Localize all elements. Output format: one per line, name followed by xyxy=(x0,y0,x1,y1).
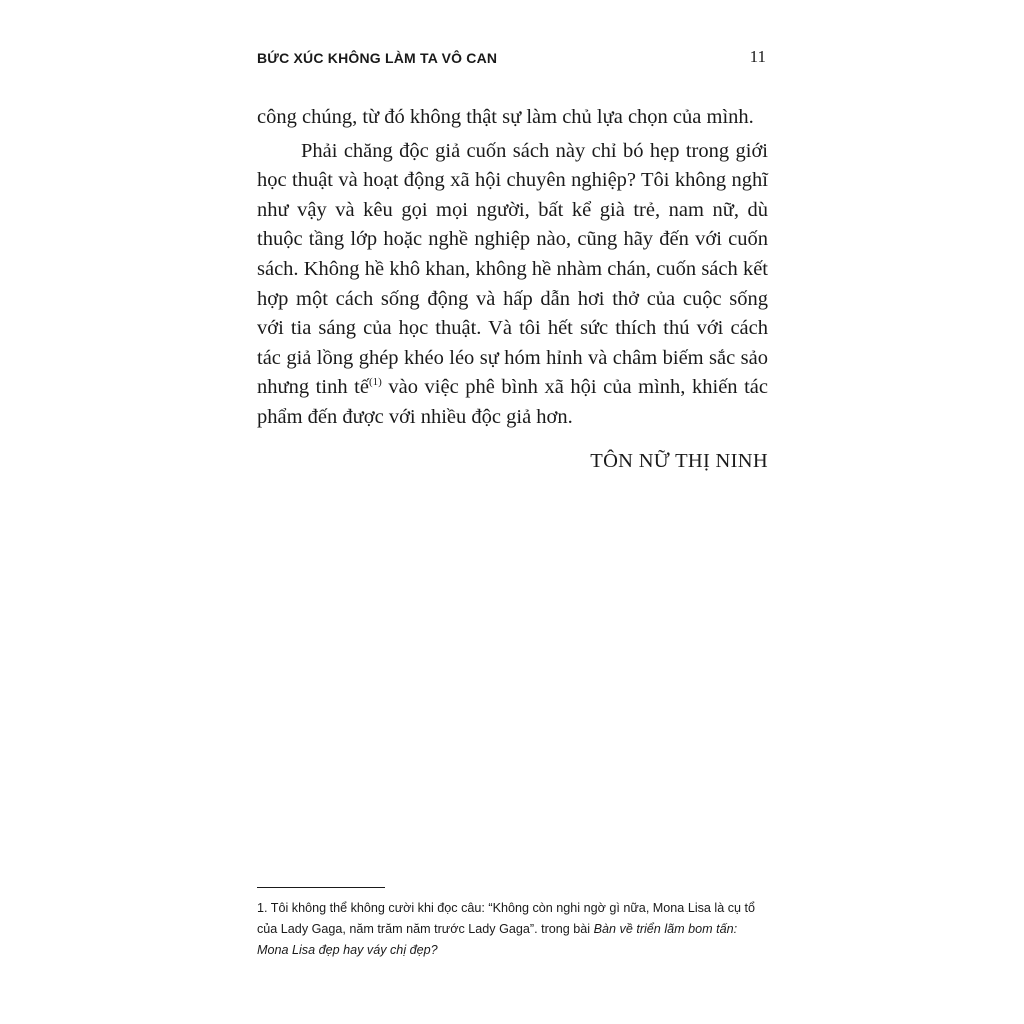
paragraph-2-text-end: vào việc phê bình xã hội của mình, khiến tác phẩm đến được với nhiều độc giả hơn. xyxy=(257,376,769,428)
footnote-marker[interactable]: (1) xyxy=(368,376,382,389)
body-text xyxy=(257,103,768,433)
paragraph-2-text: Phải chăng độc giả cuốn sách này chỉ bó hẹp trong giới học thuật và hoạt động xã hội chuyên nghiệp? Tôi không nghĩ như vậy và kêu gọi mọi người, bất kể già trẻ, nam nữ, dù thuộc tầng lớp hoặc nghề nghiệp nào, cũng hãy đến với cuốn sách. Không hề khô khan, không hề nhàm chán, cuốn sách kết hợp một cách sống động và hấp dẫn hơi thở của cuộc sống với tia sáng của học thuật. Và tôi hết sức thích thú với cách tác giả lồng ghép khéo léo sự hóm hỉnh và châm biếm sắc sảo nhưng tinh tế xyxy=(257,139,768,399)
footnote-divider xyxy=(257,887,385,888)
author-signature: TÔN NỮ THỊ NINH xyxy=(590,450,768,472)
footnote-text: 1. Tôi không thể không cười khi đọc câu: “Không còn nghi ngờ gì nữa, Mona Lisa là cụ tổ của Lady Gaga, năm trăm năm trước Lady Gaga”. trong bài xyxy=(257,901,756,936)
paragraph-2 xyxy=(257,137,768,433)
footnote xyxy=(257,898,769,961)
paragraph-1: công chúng, từ đó không thật sự làm chủ lựa chọn của mình. xyxy=(257,106,754,128)
page-number: 11 xyxy=(749,47,766,66)
running-head: BỨC XÚC KHÔNG LÀM TA VÔ CAN xyxy=(257,50,498,66)
footnote-article-title: Bàn về triển lãm bom tấn: Mona Lisa đẹp hay váy chị đẹp? xyxy=(257,922,738,957)
